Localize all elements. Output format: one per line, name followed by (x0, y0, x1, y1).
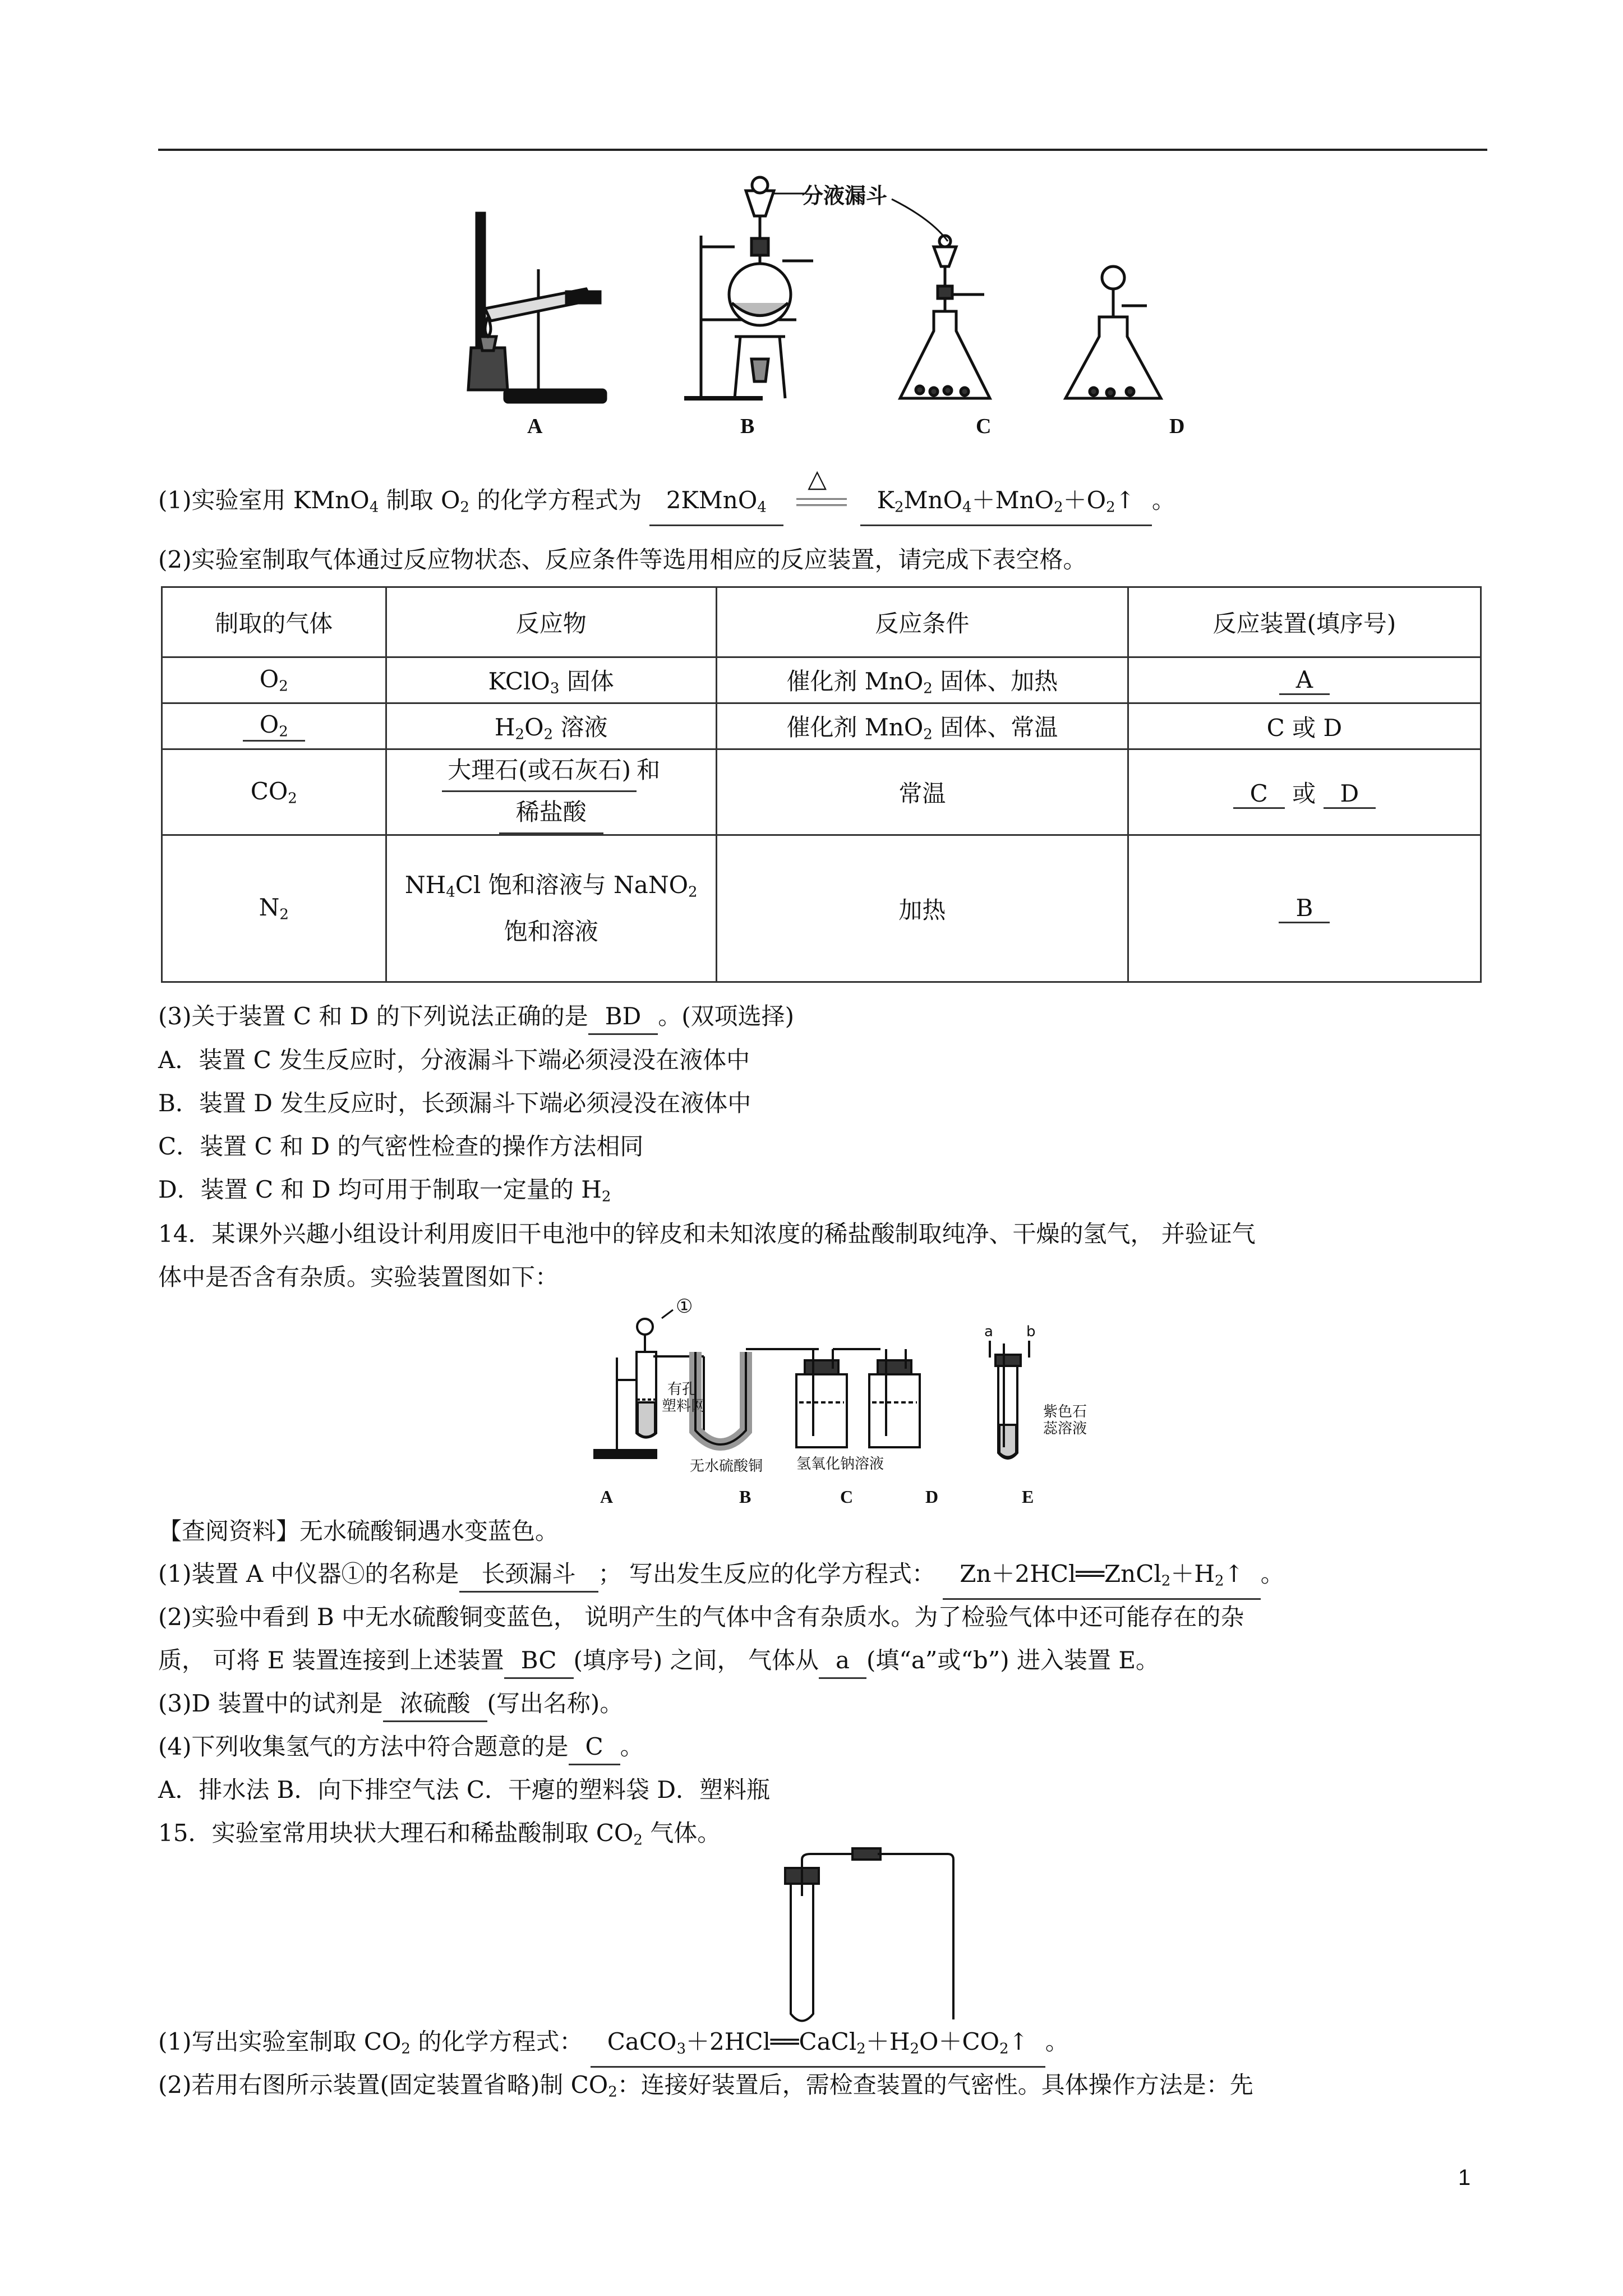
q15-stem: 15．实验室常用块状大理石和稀盐酸制取 $CO_2$ 气体。 (158, 1819, 721, 1849)
table-header: 反应条件 (716, 587, 1128, 657)
q13-part1: (1)实验室用 KMnO$_4$ 制取 $O_2$ 的化学方程式为 2KMnO$_4$ △ $K_2MnO_4+MnO_2+O_2↑$ 。 (158, 484, 1175, 526)
apparatus-e-tube-icon (990, 1341, 1029, 1458)
q14-stem-line2: 体中是否含有杂质。实验装置图如下： (158, 1263, 559, 1291)
q14-stem-line1: 14．某课外兴趣小组设计利用废旧干电池中的锌皮和未知浓度的稀盐酸制取纯净、干燥的氢气， 并验证气 (158, 1220, 1256, 1248)
header-rule (158, 149, 1487, 151)
q13-part2: (2)实验室制取气体通过反应物状态、反应条件等选用相应的反应装置，请完成下表空格。 (158, 546, 1087, 573)
q14-part1: (1)装置 A 中仪器①的名称是 长颈漏斗 ； 写出发生反应的化学方程式： $Zn+2HCl══ZnCl_2+H_2↑$ 。 (158, 1557, 1284, 1600)
q13-option-c: C．装置 C 和 D 的气密性检查的操作方法相同 (158, 1133, 644, 1160)
figure2-label-a: A (600, 1487, 614, 1507)
table-cell: $H_2O_2$ 溶液 (386, 703, 716, 749)
apparatus-c-bottle-icon (796, 1349, 880, 1447)
q15-part2: (2)若用右图所示装置(固定装置省略)制 $CO_2$：连接好装置后，需检查装置的气密性。具体操作方法是：先 (158, 2071, 1253, 2101)
table-cell: 常温 (716, 749, 1128, 835)
label-suliaowang: 塑料网 (662, 1398, 706, 1415)
reaction-table (161, 586, 1482, 983)
figure1-label-c: C (976, 415, 992, 438)
heat-condition-icon: △ (791, 484, 852, 517)
apparatus-c-icon (900, 236, 990, 398)
table-header-row (162, 587, 1481, 657)
q14-options: A．排水法 B．向下排空气法 C．干瘪的塑料袋 D．塑料瓶 (158, 1776, 771, 1803)
q13-answer-left: 2KMnO$_4$ (649, 484, 783, 526)
table-cell: 催化剂 MnO$_2$ 固体、常温 (716, 703, 1128, 749)
q13-option-b: B．装置 D 发生反应时，长颈漏斗下端必须浸没在液体中 (158, 1089, 751, 1117)
table-header: 反应装置(填序号) (1128, 587, 1481, 657)
q14-part2-line1: (2)实验中看到 B 中无水硫酸铜变蓝色， 说明产生的气体中含有杂质水。为了检验气体中还可能存在的杂 (158, 1603, 1244, 1631)
q13-part3: (3)关于装置 C 和 D 的下列说法正确的是 BD 。(双项选择) (158, 1000, 794, 1035)
table-cell: C 或 D (1128, 703, 1481, 749)
table-header: 反应物 (386, 587, 716, 657)
table-row (162, 835, 1481, 982)
table-cell: 加热 (716, 835, 1128, 982)
page-number: 1 (1458, 2165, 1471, 2190)
label-wushui-liusuantong: 无水硫酸铜 (690, 1458, 763, 1475)
table-cell: $NH_4Cl$ 饱和溶液与 NaNO$_2$ 饱和溶液 (386, 835, 716, 982)
q15-part1: (1)写出实验室制取 $CO_2$ 的化学方程式： $CaCO_3+2HCl══CaCl_2+H_2O+CO_2↑$ 。 (158, 2025, 1069, 2068)
q14-part4: (4)下列收集氢气的方法中符合题意的是 C 。 (158, 1730, 644, 1765)
label-ruiye: 蕊溶液 (1043, 1420, 1087, 1437)
test-tube-with-bent-tube-icon (785, 1848, 953, 2021)
apparatus-b-icon (684, 177, 813, 398)
q13-option-d: D．装置 C 和 D 均可用于制取一定量的 $H_2$ (158, 1176, 611, 1205)
label-youkong: 有孔 (667, 1381, 697, 1398)
label-a-port: a (984, 1323, 993, 1340)
table-cell: $CO_2$ (162, 749, 386, 835)
figure1-label-d: D (1169, 415, 1185, 438)
table-cell: $N_2$ (162, 835, 386, 982)
table-cell: B (1128, 835, 1481, 982)
figure-apparatus-abcde (583, 1290, 1116, 1487)
figure-co2-apparatus (768, 1846, 993, 2031)
q13-answer-right: $K_2MnO_4+MnO_2+O_2↑$ (860, 484, 1152, 526)
q13-option-a: A．装置 C 发生反应时，分液漏斗下端必须浸没在液体中 (158, 1046, 750, 1074)
table-cell: 催化剂 MnO$_2$ 固体、加热 (716, 657, 1128, 703)
apparatus-d-bottle-icon (869, 1349, 920, 1447)
figure2-label-c: C (840, 1487, 854, 1507)
figure2-label-e: E (1022, 1487, 1034, 1507)
table-cell: 大理石(或石灰石) 和 稀盐酸 (386, 749, 716, 835)
figure1-label-b: B (740, 415, 755, 438)
figure2-label-d: D (925, 1487, 939, 1507)
table-cell: A (1128, 657, 1481, 703)
table-row (162, 657, 1481, 703)
table-header: 制取的气体 (162, 587, 386, 657)
circle-marker-1: ① (676, 1295, 693, 1318)
q14-part3: (3)D 装置中的试剂是 浓硫酸 (写出名称)。 (158, 1687, 623, 1722)
label-zise: 紫色石 (1043, 1404, 1087, 1420)
table-row (162, 703, 1481, 749)
table-cell: $O_2$ (162, 657, 386, 703)
table-cell: KClO$_3$ 固体 (386, 657, 716, 703)
apparatus-a-icon (468, 213, 606, 402)
apparatus-d-icon (1066, 266, 1161, 398)
label-b-port: b (1026, 1323, 1036, 1340)
figure1-label-a: A (527, 415, 543, 438)
q14-reference-note: 【查阅资料】无水硫酸铜遇水变蓝色。 (158, 1517, 559, 1545)
figure1-callout-label: 分液漏斗 (802, 183, 888, 208)
figure2-label-b: B (739, 1487, 751, 1507)
label-naoh-solution: 氢氧化钠溶液 (796, 1456, 884, 1473)
table-cell: $O_2$ (162, 703, 386, 749)
table-row (162, 749, 1481, 835)
q14-part2-line2: 质， 可将 E 装置连接到上述装置 BC (填序号) 之间， 气体从 a (填“a”或“b”) 进入装置 E。 (158, 1644, 1159, 1679)
table-cell: C 或 D (1128, 749, 1481, 835)
